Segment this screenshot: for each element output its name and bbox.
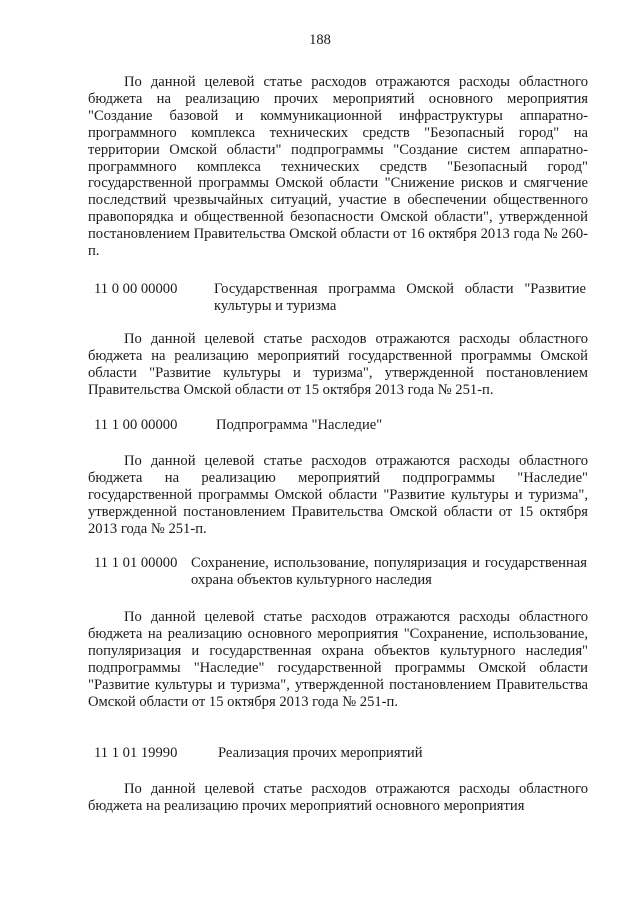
paragraph: По данной целевой статье расходов отражаются расходы областного бюджета на реализацию прочих мероприятий основного мероприятия "Создание базовой и коммуникационной инфраструктуры аппаратно-программного комплекса технических средств "Безопасный город" на территории Омской области" подпрограммы "Создание систем аппаратно-программного комплекса технических средств "Безопасный город" государственной программы Омской области "Снижение рисков и смягчение последствий чрезвычайных ситуаций, участие в обеспечении общественного правопорядка и общественной безопасности Омской области", утвержденной постановлением Правительства Омской области от 16 октября 2013 года № 260-п. [88, 74, 588, 260]
budget-code-title: Сохранение, использование, популяризация и государственная охрана объектов культурного наследия [191, 555, 587, 588]
budget-code: 11 0 00 00000 [94, 281, 178, 297]
budget-code-title: Государственная программа Омской области "Развитие культуры и туризма [214, 281, 586, 314]
budget-code: 11 1 01 19990 [94, 745, 178, 761]
paragraph: По данной целевой статье расходов отражаются расходы областного бюджета на реализацию мероприятий государственной программы Омской области "Развитие культуры и туризма", утвержденной постановлением Правительства Омской области от 15 октября 2013 года № 251-п. [88, 331, 588, 398]
budget-code: 11 1 01 00000 [94, 555, 178, 571]
budget-code: 11 1 00 00000 [94, 417, 178, 433]
budget-code-title: Подпрограмма "Наследие" [216, 417, 383, 433]
paragraph: По данной целевой статье расходов отражаются расходы областного бюджета на реализацию основного мероприятия "Сохранение, использование, популяризация и государственная охрана объектов культурного наследия" подпрограммы "Наследие" государственной программы Омской области "Развитие культуры и туризма", утвержденной постановлением Правительства Омской области от 15 октября 2013 года № 251-п. [88, 609, 588, 710]
paragraph: По данной целевой статье расходов отражаются расходы областного бюджета на реализацию мероприятий подпрограммы "Наследие" государственной программы Омской области "Развитие культуры и туризма", утвержденной постановлением Правительства Омской области от 15 октября 2013 года № 251-п. [88, 453, 588, 537]
budget-code-title: Реализация прочих мероприятий [218, 745, 423, 761]
paragraph: По данной целевой статье расходов отражаются расходы областного бюджета на реализацию прочих мероприятий основного мероприятия [88, 781, 588, 814]
page-number: 188 [309, 32, 331, 48]
